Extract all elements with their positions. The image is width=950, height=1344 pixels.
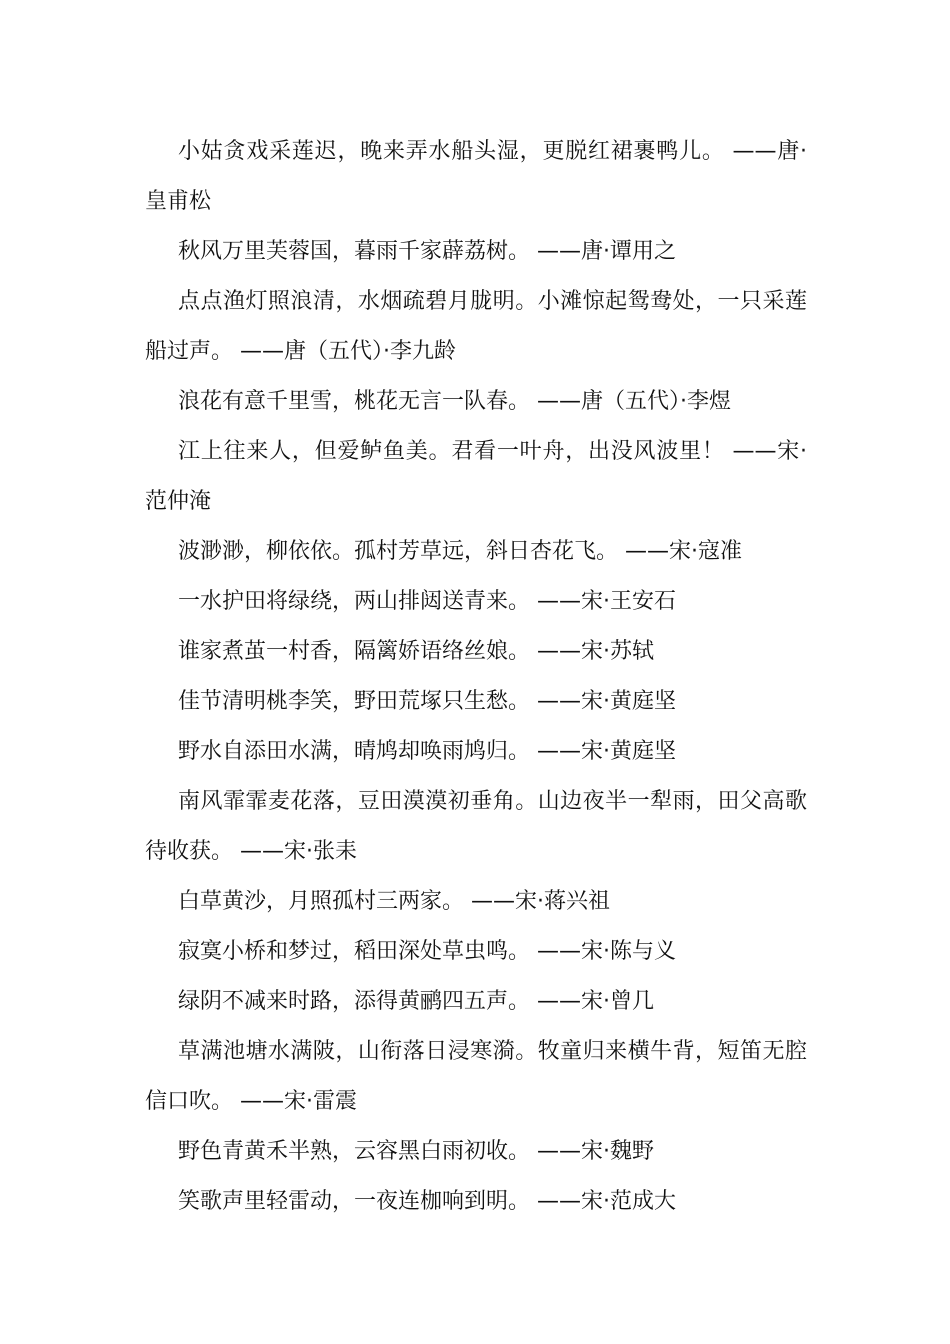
poem-line: 绿阴不减来时路，添得黄鹂四五声。 ——宋·曾几 xyxy=(178,989,654,1014)
poem-line: 野色青黄禾半熟，云容黑白雨初收。 ——宋·魏野 xyxy=(178,1139,654,1164)
poem-line: 小姑贪戏采莲迟，晚来弄水船头湿，更脱红裙裹鸭儿。 ——唐·皇甫松 xyxy=(145,139,807,214)
poem-line: 一水护田将绿绕，两山排闼送青来。 ——宋·王安石 xyxy=(178,589,676,614)
document-body xyxy=(145,127,807,1227)
poem-line: 佳节清明桃李笑，野田荒塚只生愁。 ——宋·黄庭坚 xyxy=(178,689,676,714)
poem-line: 南风霏霏麦花落，豆田漠漠初垂角。山边夜半一犁雨，田父高歌待收获。 ——宋·张耒 xyxy=(145,789,807,864)
poem-line: 寂寞小桥和梦过，稻田深处草虫鸣。 ——宋·陈与义 xyxy=(178,939,676,964)
poem-line: 浪花有意千里雪，桃花无言一队春。 ——唐（五代）·李煜 xyxy=(178,389,731,414)
poem-line: 波渺渺，柳依依。孤村芳草远，斜日杏花飞。 ——宋·寇准 xyxy=(178,539,742,564)
poem-line: 点点渔灯照浪清，水烟疏碧月胧明。小滩惊起鸳鸯处，一只采莲船过声。 ——唐（五代）·李九龄 xyxy=(145,289,807,364)
poem-line: 白草黄沙，月照孤村三两家。 ——宋·蒋兴祖 xyxy=(178,889,610,914)
poem-line: 江上往来人，但爱鲈鱼美。君看一叶舟，出没风波里！ ——宋·范仲淹 xyxy=(145,439,807,514)
poem-line: 谁家煮茧一村香，隔篱娇语络丝娘。 ——宋·苏轼 xyxy=(178,639,654,664)
poem-line: 野水自添田水满，晴鸠却唤雨鸠归。 ——宋·黄庭坚 xyxy=(178,739,676,764)
poem-line: 草满池塘水满陂，山衔落日浸寒漪。牧童归来横牛背，短笛无腔信口吹。 ——宋·雷震 xyxy=(145,1039,807,1114)
poem-line: 秋风万里芙蓉国，暮雨千家薜荔树。 ——唐·谭用之 xyxy=(178,239,676,264)
poem-line: 笑歌声里轻雷动，一夜连枷响到明。 ——宋·范成大 xyxy=(178,1189,676,1214)
